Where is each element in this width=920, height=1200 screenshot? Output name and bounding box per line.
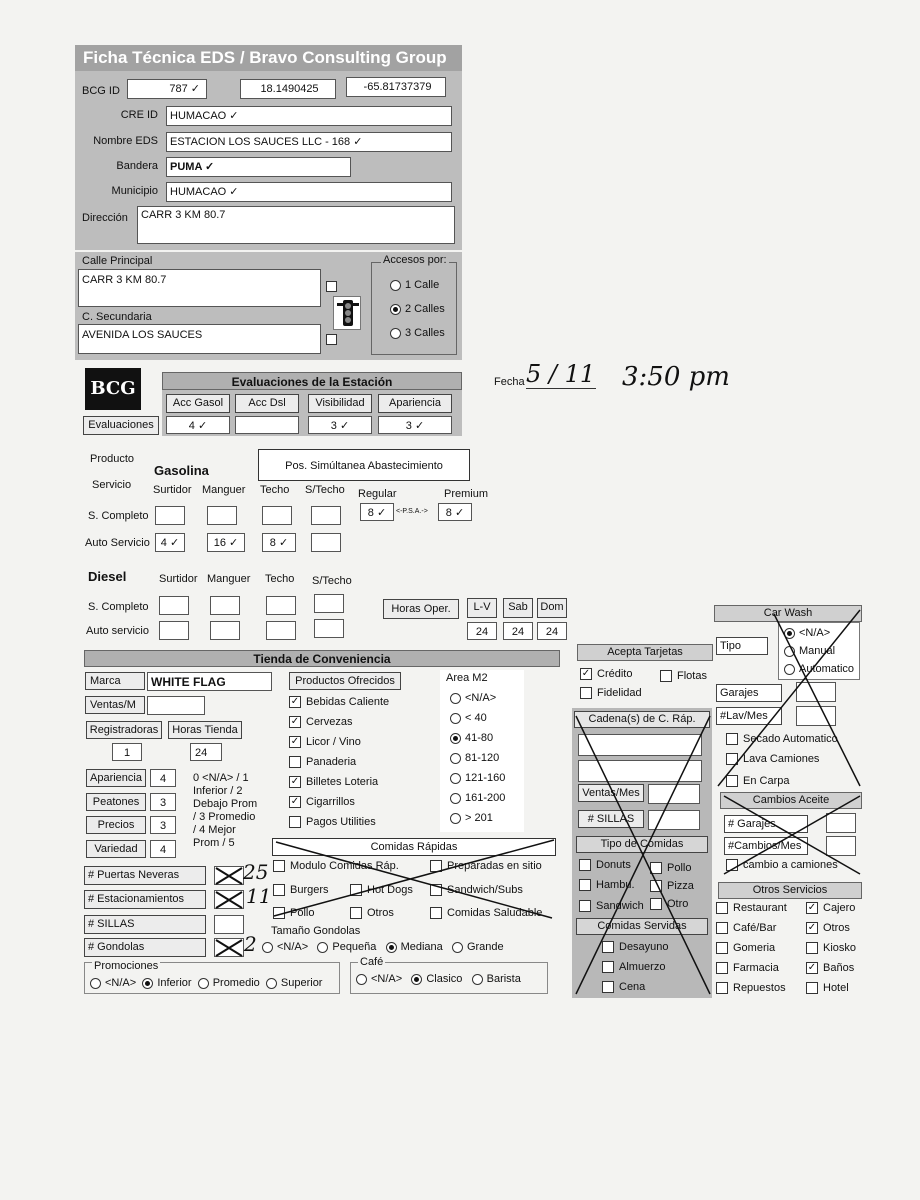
dsl-auto-servicio-label: Auto servicio [86,625,149,637]
cr-preparadas[interactable]: Preparadas en sitio [430,856,542,876]
marca-label: Marca [85,672,145,690]
dsl-as-surtidor[interactable] [159,621,189,640]
otros-banos[interactable]: ✓ Baños [807,962,855,974]
fecha-value[interactable]: 5 / 11 [526,360,596,388]
fecha-time[interactable]: 3:50 pm [622,362,730,392]
direccion-label: Dirección [82,212,128,224]
area-title: Area M2 [446,672,488,684]
pos-simultanea-box: Pos. Simúltanea Abastecimiento [258,449,470,481]
servida-cena[interactable]: Cena [602,977,645,997]
tipo-otro[interactable]: Otro [650,894,688,914]
radio-icon [90,978,101,989]
dsl-s-completo-label: S. Completo [88,601,149,613]
radio-selected-icon [386,942,397,953]
radio-icon [450,773,461,784]
radio-icon [452,942,463,953]
gas-as-manguer[interactable]: 16 ✓ [207,533,245,552]
gas-as-stecho[interactable] [311,533,341,552]
otros-otros[interactable]: ✓ Otros [807,922,850,934]
rating-variedad-value[interactable]: 4 [150,840,176,858]
calle-secundaria-label: C. Secundaria [82,311,152,323]
radio-selected-icon [450,733,461,744]
traffic-light-icon [333,296,361,330]
gas-s-completo-label: S. Completo [88,510,149,522]
visibilidad-value[interactable]: 3 ✓ [308,416,372,434]
comidas-rapidas-title: Comidas Rápidas [272,838,556,856]
premium-label: Premium [444,488,489,500]
horas-dom-value[interactable]: 24 [537,622,567,640]
diesel-title: Diesel [88,569,127,584]
dsl-as-techo[interactable] [266,621,296,640]
otros-restaurant[interactable]: Restaurant [716,898,787,918]
rating-peatones-value[interactable]: 3 [150,793,176,811]
gondola-option-mediana[interactable]: Mediana [386,941,443,953]
checked-icon: ✓ [581,668,591,680]
radio-selected-icon [390,304,401,315]
carwash-tipo-label: Tipo [716,637,768,655]
longitude-field[interactable]: -65.81737379 [346,77,446,97]
checkbox-icon [716,942,728,954]
checkbox-icon [806,942,818,954]
horas-lv-header: L-V [467,598,497,618]
scale-line: Prom / 5 [193,837,235,849]
aceite-cambios-label: #Cambios/Mes [724,837,808,855]
calle-principal-field[interactable]: CARR 3 KM 80.7 [78,269,321,307]
producto-bebidas[interactable]: ✓ Bebidas Caliente [290,696,390,708]
area-option-81-120[interactable]: 81-120 [450,748,505,768]
checkbox-icon [716,982,728,994]
marca-field[interactable]: WHITE FLAG [147,672,272,691]
scale-line: / 3 Promedio [193,811,256,823]
area-option-41-80[interactable]: 41-80 [450,728,505,748]
radio-icon [450,693,461,704]
servicio-label: Servicio [92,479,132,491]
gondola-option-na[interactable]: <N/A> [262,941,308,953]
count-gondolas-label: # Gondolas [84,938,206,957]
radio-icon [262,942,273,953]
otros-kiosko[interactable]: Kiosko [806,938,856,958]
carwash-option-automatico[interactable]: Automatico [784,660,854,678]
registradoras-value[interactable]: 1 [112,743,142,761]
cadena-sillas-label: # SILLAS [578,810,644,828]
radio-icon [317,942,328,953]
calle-principal-label: Calle Principal [82,255,153,267]
count-estacionamientos-label: # Estacionamientos [84,890,206,909]
rating-apariencia-value[interactable]: 4 [150,769,176,787]
cr-hotdogs[interactable]: Hot Dogs [350,880,413,900]
area-option-201[interactable]: > 201 [450,808,505,828]
rating-scale [193,772,257,850]
aceite-crossout [720,792,864,878]
radio-icon [450,813,461,824]
acc-gasol-header: Acc Gasol [166,394,230,413]
acc-gasol-value[interactable]: 4 ✓ [166,416,230,434]
gas-auto-servicio-label: Auto Servicio [85,537,150,549]
tienda-title: Tienda de Conveniencia [84,650,560,667]
dsl-sc-techo[interactable] [266,596,296,615]
cadenas-crossout [572,712,714,998]
carwash-en-carpa[interactable]: En Carpa [726,771,789,791]
carwash-option-manual[interactable]: Manual [784,642,854,660]
radio-icon [356,974,367,985]
direccion-field[interactable]: CARR 3 KM 80.7 [137,206,455,244]
cafe-option-na[interactable]: <N/A> [356,973,402,985]
otros-farmacia[interactable]: Farmacia [716,958,787,978]
checked-icon: ✓ [290,776,300,788]
apariencia-value[interactable]: 3 ✓ [378,416,452,434]
radio-icon [450,793,461,804]
count-puertas-value: 25 [243,860,269,884]
cadenas-title: Cadena(s) de C. Ráp. [574,711,710,728]
checkbox-icon [716,922,728,934]
area-option-40[interactable]: < 40 [450,708,505,728]
gas-sc-surtidor[interactable] [155,506,185,525]
otros-title: Otros Servicios [718,882,862,899]
tarjeta-credito[interactable]: ✓ Crédito [581,668,633,680]
scale-line: / 4 Mejor [193,824,236,836]
checkbox-icon [580,687,592,699]
cafe-option-clasico[interactable]: Clasico [411,973,462,985]
servida-desayuno[interactable]: Desayuno [602,937,669,957]
bandera-field[interactable]: PUMA ✓ [166,157,351,177]
producto-loteria[interactable]: ✓ Billetes Loteria [290,776,379,788]
accesos-label: Accesos por: [383,254,447,266]
gas-sc-techo[interactable] [262,506,292,525]
checked-icon: ✓ [290,696,300,708]
dsl-col-manguer: Manguer [207,573,251,585]
visibilidad-header: Visibilidad [308,394,372,413]
registradoras-label: Registradoras [86,721,162,739]
aceite-garajes-label: # Garajes [724,815,808,833]
otros-left-list [716,898,787,998]
tipo-hambu[interactable]: Hambu. [579,875,635,895]
radio-icon [450,713,461,724]
cr-burgers[interactable]: Burgers [273,880,329,900]
cr-saludable[interactable]: Comidas Saludable [430,903,542,923]
gondola-option-pequena[interactable]: Pequeña [317,941,376,953]
checked-icon: ✓ [290,716,300,728]
carwash-option-na[interactable]: <N/A> [784,624,854,642]
horas-lv-value[interactable]: 24 [467,622,497,640]
carwash-crossout [714,606,864,790]
horas-sab-header: Sab [503,598,533,618]
otros-right-list [806,898,856,998]
producto-panaderia[interactable]: Panaderia [289,752,429,772]
bcg-logo: BCG [85,368,141,410]
bandera-label: Bandera [116,160,158,172]
secundaria-checkbox[interactable] [326,334,337,345]
cr-otros[interactable]: Otros [350,903,394,923]
scale-line: Inferior / 2 [193,785,243,797]
nombre-field[interactable]: ESTACION LOS SAUCES LLC - 168 ✓ [166,132,452,152]
gas-col-stecho: S/Techo [305,484,345,496]
checked-icon: ✓ [807,902,817,914]
otros-gomeria[interactable]: Gomeria [716,938,787,958]
count-puertas-label: # Puertas Neveras [84,866,206,885]
scale-line: Debajo Prom [193,798,258,810]
fecha-label: Fecha [494,376,525,388]
gondola-option-grande[interactable]: Grande [452,941,504,953]
tarjetas-title: Acepta Tarjetas [577,644,713,661]
rating-precios-label: Precios [86,816,146,834]
producto-label: Producto [90,453,135,465]
gasolina-title: Gasolina [154,463,209,478]
promociones-options [90,974,322,992]
municipio-field[interactable]: HUMACAO ✓ [166,182,452,202]
checkbox-icon [289,756,301,768]
tarjeta-flotas[interactable]: Flotas [660,666,707,686]
carwash-secado[interactable]: Secado Automatico [726,729,838,749]
dsl-as-manguer[interactable] [210,621,240,640]
gas-col-manguer: Manguer [202,484,246,496]
checked-icon: ✓ [290,796,300,808]
radio-selected-icon [142,978,153,989]
producto-cervezas[interactable]: ✓ Cervezas [290,716,353,728]
carwash-lav-label: #Lav/Mes [716,707,782,725]
tipo-donuts[interactable]: Donuts [579,855,631,875]
aceite-camiones[interactable]: cambio a camiones [726,855,838,875]
municipio-label: Municipio [111,185,158,197]
regular-label: Regular [358,488,397,500]
promo-option-promedio[interactable]: Promedio [198,977,260,989]
radio-icon [266,978,277,989]
dsl-sc-manguer[interactable] [210,596,240,615]
accesos-option-3[interactable]: 3 Calles [390,323,445,343]
acc-dsl-header: Acc Dsl [235,394,299,413]
promo-option-superior[interactable]: Superior [266,977,323,989]
otros-cajero[interactable]: ✓ Cajero [807,902,856,914]
checkbox-icon [289,816,301,828]
dsl-sc-surtidor[interactable] [159,596,189,615]
dsl-col-stecho: S/Techo [312,575,352,587]
bcg-id-label: BCG ID [82,85,120,97]
tipo-pizza[interactable]: Pizza [650,876,694,896]
producto-licor[interactable]: ✓ Licor / Vino [290,736,361,748]
promociones-title: Promociones [94,960,159,972]
dsl-sc-stecho[interactable] [314,594,344,613]
count-sillas-label: # SILLAS [84,915,206,934]
productos-title: Productos Ofrecidos [289,672,401,690]
comidas-servidas-title: Comidas Servidas [576,918,708,935]
checkbox-icon [716,962,728,974]
horas-sab-value[interactable]: 24 [503,622,533,640]
horas-tienda-value[interactable]: 24 [190,743,222,761]
rating-precios-value[interactable]: 3 [150,816,176,834]
radio-icon [450,753,461,764]
radio-selected-icon [411,974,422,985]
checkbox-icon [806,982,818,994]
count-gondolas-value: 2 [244,932,257,956]
rating-apariencia-label: Apariencia [86,769,146,787]
latitude-field[interactable]: 18.1490425 [240,79,336,99]
gas-sc-manguer[interactable] [207,506,237,525]
otros-hotel[interactable]: Hotel [806,978,856,998]
checked-icon: ✓ [290,736,300,748]
otros-cafebar[interactable]: Café/Bar [716,918,787,938]
checked-icon: ✓ [807,922,817,934]
producto-cigarrillos[interactable]: ✓ Cigarrillos [290,796,355,808]
checkbox-icon [660,670,672,682]
cadena-ventas-label: Ventas/Mes [578,784,644,802]
radio-icon [390,280,401,291]
dsl-as-stecho[interactable] [314,619,344,638]
carwash-garajes-label: Garajes [716,684,782,702]
ventas-m-field[interactable] [147,696,205,715]
principal-checkbox[interactable] [326,281,337,292]
acc-dsl-value[interactable] [235,416,299,434]
servida-almuerzo[interactable]: Almuerzo [602,957,665,977]
tipo-comidas-title: Tipo de Comidas [576,836,708,853]
regular-value[interactable]: 8 ✓ [360,503,394,521]
gas-col-surtidor: Surtidor [153,484,192,496]
dsl-col-surtidor: Surtidor [159,573,198,585]
evaluaciones-button[interactable]: Evaluaciones [83,416,159,435]
cafe-options [356,970,521,988]
form-title: Ficha Técnica EDS / Bravo Consulting Group [75,45,462,71]
radio-icon [390,328,401,339]
tipo-pollo[interactable]: Pollo [650,858,691,878]
cafe-title: Café [360,956,384,968]
otros-repuestos[interactable]: Repuestos [716,978,787,998]
accesos-option-1[interactable]: 1 Calle [390,275,439,295]
comidas-rapidas-crossout [270,836,560,924]
gas-as-techo[interactable]: 8 ✓ [262,533,296,552]
cr-pollo[interactable]: Pollo [273,903,314,923]
horas-tienda-label: Horas Tienda [168,721,242,739]
radio-icon [472,974,483,985]
apariencia-header: Apariencia [378,394,452,413]
aceite-title: Cambios Aceite [720,792,862,809]
radio-icon [198,978,209,989]
cafe-option-barista[interactable]: Barista [472,973,521,985]
count-crossout-marks [214,866,246,958]
promo-option-na[interactable]: <N/A> [90,977,136,989]
gas-as-surtidor[interactable]: 4 ✓ [155,533,185,552]
cre-id-field[interactable]: HUMACAO ✓ [166,106,452,126]
evaluaciones-title: Evaluaciones de la Estación [162,372,462,390]
area-option-121-160[interactable]: 121-160 [450,768,505,788]
producto-pagos[interactable]: Pagos Utilities [289,812,429,832]
gas-sc-stecho[interactable] [311,506,341,525]
carwash-lava-camiones[interactable]: Lava Camiones [726,749,819,769]
calle-secundaria-field[interactable]: AVENIDA LOS SAUCES [78,324,321,354]
ventas-m-label: Ventas/M [85,696,145,714]
premium-value[interactable]: 8 ✓ [438,503,472,521]
gondolas-options [262,937,504,957]
gas-col-techo: Techo [260,484,290,496]
cr-modulo[interactable]: Modulo Comidas Ráp. [273,856,399,876]
psa-label: <-P.S.A.-> [396,508,428,515]
area-options [450,688,505,828]
productos-list [289,692,429,832]
cr-sandwich[interactable]: Sandwich/Subs [430,880,523,900]
bcg-id-field[interactable]: 787 ✓ [127,79,207,99]
area-option-161-200[interactable]: 161-200 [450,788,505,808]
checked-icon: ✓ [807,962,817,974]
accesos-option-2[interactable]: 2 Calles [390,299,445,319]
gondolas-title: Tamaño Gondolas [271,925,361,937]
count-estacionamientos-value: 11 [246,884,272,908]
nombre-label: Nombre EDS [93,135,158,147]
horas-dom-header: Dom [537,598,567,618]
horas-oper-button[interactable]: Horas Oper. [383,599,459,619]
carwash-title: Car Wash [714,605,862,622]
scale-line: 0 <N/A> / 1 [193,772,249,784]
cre-id-label: CRE ID [120,109,158,121]
rating-variedad-label: Variedad [86,840,146,858]
promo-option-inferior[interactable]: Inferior [142,977,191,989]
checkbox-icon [716,902,728,914]
rating-peatones-label: Peatones [86,793,146,811]
area-option-na[interactable]: <N/A> [450,688,505,708]
dsl-col-techo: Techo [265,573,295,585]
tipo-sandwich[interactable]: Sandwich [579,896,644,916]
tarjeta-fidelidad[interactable]: Fidelidad [580,683,642,703]
